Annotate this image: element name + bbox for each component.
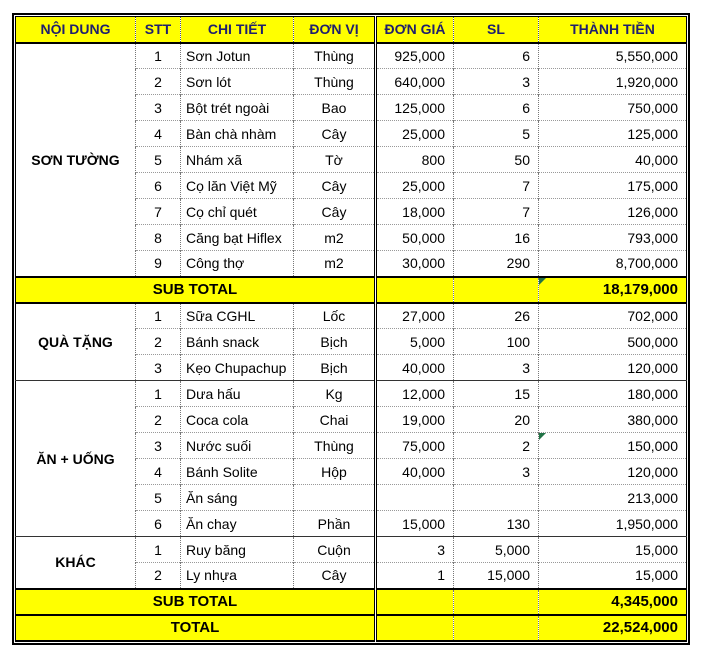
cell-qty[interactable]: 7 (454, 199, 539, 225)
cell-total[interactable]: 500,000 (539, 329, 687, 355)
cell-price[interactable]: 27,000 (376, 303, 454, 329)
table-outer-border (12, 13, 690, 645)
cell-unit[interactable]: Hộp (294, 459, 376, 485)
cell-unit[interactable]: m2 (294, 251, 376, 277)
cell-qty[interactable]: 3 (454, 355, 539, 381)
cell-qty[interactable]: 130 (454, 511, 539, 537)
cell-total[interactable]: 1,920,000 (539, 69, 687, 95)
group-label-cell[interactable]: QUÀ TẶNG (16, 303, 136, 381)
cell-price[interactable]: 1 (376, 563, 454, 589)
group-label-cell[interactable]: KHÁC (16, 537, 136, 589)
cell-price[interactable]: 40,000 (376, 355, 454, 381)
cell-detail[interactable]: Ăn sáng (181, 485, 294, 511)
cell-total[interactable]: 793,000 (539, 225, 687, 251)
cell-detail[interactable]: Sữa CGHL (181, 303, 294, 329)
cell-qty[interactable]: 20 (454, 407, 539, 433)
cell-unit[interactable]: Cây (294, 173, 376, 199)
cell-price[interactable]: 15,000 (376, 511, 454, 537)
cell-stt[interactable]: 3 (136, 95, 181, 121)
cell-detail[interactable]: Bàn chà nhàm (181, 121, 294, 147)
cell-total[interactable]: 15,000 (539, 537, 687, 563)
cell-price[interactable]: 18,000 (376, 199, 454, 225)
empty-cell[interactable] (454, 615, 539, 641)
cell-qty[interactable]: 5,000 (454, 537, 539, 563)
cell-total[interactable]: 120,000 (539, 459, 687, 485)
cell-qty[interactable]: 3 (454, 459, 539, 485)
cell-unit[interactable]: Bịch (294, 329, 376, 355)
cell-unit[interactable]: Bao (294, 95, 376, 121)
cell-total[interactable]: 380,000 (539, 407, 687, 433)
cell-unit[interactable]: Thùng (294, 43, 376, 69)
cell-qty[interactable]: 6 (454, 95, 539, 121)
cell-qty[interactable]: 290 (454, 251, 539, 277)
column-header-sl[interactable]: SL (454, 17, 539, 43)
cell-qty[interactable]: 100 (454, 329, 539, 355)
cell-qty[interactable]: 5 (454, 121, 539, 147)
cell-qty[interactable]: 15,000 (454, 563, 539, 589)
cell-stt[interactable]: 5 (136, 147, 181, 173)
cell-unit[interactable]: Cây (294, 121, 376, 147)
cell-price[interactable]: 25,000 (376, 121, 454, 147)
total-label-cell[interactable]: TOTAL (16, 615, 376, 641)
cell-qty[interactable]: 3 (454, 69, 539, 95)
cell-detail[interactable]: Nhám xã (181, 147, 294, 173)
cell-detail[interactable]: Căng bạt Hiflex (181, 225, 294, 251)
cell-stt[interactable]: 3 (136, 355, 181, 381)
cell-price[interactable]: 12,000 (376, 381, 454, 407)
cell-total[interactable]: 40,000 (539, 147, 687, 173)
cell-total[interactable]: 120,000 (539, 355, 687, 381)
quote-table (15, 16, 687, 642)
cell-detail[interactable]: Bánh snack (181, 329, 294, 355)
cell-stt[interactable]: 1 (136, 43, 181, 69)
cell-detail[interactable]: Coca cola (181, 407, 294, 433)
cell-stt[interactable]: 1 (136, 537, 181, 563)
cell-price[interactable]: 125,000 (376, 95, 454, 121)
table-row (16, 43, 687, 69)
cell-qty[interactable]: 2 (454, 433, 539, 459)
column-header-thanh-tien[interactable]: THÀNH TIỀN (539, 17, 687, 43)
cell-qty[interactable]: 16 (454, 225, 539, 251)
error-indicator-icon (539, 278, 546, 285)
total-row (16, 615, 687, 641)
group-label-cell[interactable]: ĂN + UỐNG (16, 381, 136, 537)
group-label-cell[interactable]: SƠN TƯỜNG (16, 43, 136, 277)
cell-unit[interactable]: Bịch (294, 355, 376, 381)
cell-unit[interactable]: m2 (294, 225, 376, 251)
column-header-chi-tiet[interactable]: CHI TIẾT (181, 17, 294, 43)
cell-detail[interactable]: Ly nhựa (181, 563, 294, 589)
subtotal-row (16, 589, 687, 615)
cell-total[interactable]: 702,000 (539, 303, 687, 329)
total-value-cell[interactable]: 22,524,000 (539, 615, 687, 641)
table-body (16, 43, 687, 641)
cell-stt[interactable]: 9 (136, 251, 181, 277)
cell-unit[interactable]: Phần (294, 511, 376, 537)
cell-unit[interactable]: Lốc (294, 303, 376, 329)
empty-cell[interactable] (376, 615, 454, 641)
cell-qty[interactable] (454, 485, 539, 511)
subtotal-row (16, 277, 687, 303)
cell-detail[interactable]: Bánh Solite (181, 459, 294, 485)
cell-price[interactable] (376, 485, 454, 511)
cell-stt[interactable]: 5 (136, 485, 181, 511)
cell-stt[interactable]: 4 (136, 121, 181, 147)
cell-detail[interactable]: Nước suối (181, 433, 294, 459)
cell-total[interactable]: 126,000 (539, 199, 687, 225)
subtotal-label-cell[interactable]: SUB TOTAL (16, 277, 376, 303)
subtotal-value-cell[interactable]: 18,179,000 (539, 277, 687, 303)
cell-unit[interactable] (294, 485, 376, 511)
cell-price[interactable]: 800 (376, 147, 454, 173)
header-row (16, 17, 687, 43)
cell-detail[interactable]: Sơn Jotun (181, 43, 294, 69)
table-row (16, 303, 687, 329)
cell-detail[interactable]: Công thợ (181, 251, 294, 277)
cell-price[interactable]: 925,000 (376, 43, 454, 69)
table-header (16, 17, 687, 43)
cell-unit[interactable]: Thùng (294, 433, 376, 459)
empty-cell[interactable] (376, 589, 454, 615)
cell-detail[interactable]: Cọ chỉ quét (181, 199, 294, 225)
cell-unit[interactable]: Cây (294, 199, 376, 225)
cell-stt[interactable]: 6 (136, 511, 181, 537)
cell-unit[interactable]: Tờ (294, 147, 376, 173)
cell-unit[interactable]: Cuộn (294, 537, 376, 563)
empty-cell[interactable] (454, 277, 539, 303)
cell-stt[interactable]: 3 (136, 433, 181, 459)
cell-stt[interactable]: 4 (136, 459, 181, 485)
cell-detail[interactable]: Kẹo Chupachup (181, 355, 294, 381)
cell-detail[interactable]: Dưa hấu (181, 381, 294, 407)
cell-price[interactable]: 3 (376, 537, 454, 563)
cell-price[interactable]: 75,000 (376, 433, 454, 459)
cell-total[interactable]: 213,000 (539, 485, 687, 511)
cell-total[interactable]: 8,700,000 (539, 251, 687, 277)
cell-detail[interactable]: Cọ lăn Việt Mỹ (181, 173, 294, 199)
cell-total[interactable]: 125,000 (539, 121, 687, 147)
empty-cell[interactable] (376, 277, 454, 303)
cell-price[interactable]: 25,000 (376, 173, 454, 199)
column-header-noi-dung[interactable]: NỘI DUNG (16, 17, 136, 43)
cell-qty[interactable]: 6 (454, 43, 539, 69)
cell-qty[interactable]: 26 (454, 303, 539, 329)
cell-unit[interactable]: Chai (294, 407, 376, 433)
cell-unit[interactable]: Kg (294, 381, 376, 407)
cell-price[interactable]: 19,000 (376, 407, 454, 433)
cell-total[interactable]: 175,000 (539, 173, 687, 199)
cell-price[interactable]: 640,000 (376, 69, 454, 95)
cell-price[interactable]: 40,000 (376, 459, 454, 485)
cell-stt[interactable]: 1 (136, 381, 181, 407)
cell-unit[interactable]: Cây (294, 563, 376, 589)
cell-total[interactable]: 750,000 (539, 95, 687, 121)
cell-total[interactable]: 1,950,000 (539, 511, 687, 537)
cell-qty[interactable]: 15 (454, 381, 539, 407)
cell-total[interactable]: 15,000 (539, 563, 687, 589)
cell-price[interactable]: 50,000 (376, 225, 454, 251)
cell-detail[interactable]: Sơn lót (181, 69, 294, 95)
cell-detail[interactable]: Bột trét ngoài (181, 95, 294, 121)
cell-stt[interactable]: 7 (136, 199, 181, 225)
cell-qty[interactable]: 7 (454, 173, 539, 199)
cell-stt[interactable]: 8 (136, 225, 181, 251)
column-header-don-vi[interactable]: ĐƠN VỊ (294, 17, 376, 43)
empty-cell[interactable] (454, 589, 539, 615)
cell-unit[interactable]: Thùng (294, 69, 376, 95)
column-header-don-gia[interactable]: ĐƠN GIÁ (376, 17, 454, 43)
cell-detail[interactable]: Ruy băng (181, 537, 294, 563)
cell-stt[interactable]: 1 (136, 303, 181, 329)
cell-price[interactable]: 30,000 (376, 251, 454, 277)
cell-qty[interactable]: 50 (454, 147, 539, 173)
cell-stt[interactable]: 2 (136, 407, 181, 433)
cell-total[interactable]: 180,000 (539, 381, 687, 407)
cell-stt[interactable]: 2 (136, 69, 181, 95)
cell-detail[interactable]: Ăn chay (181, 511, 294, 537)
error-indicator-icon (539, 433, 546, 440)
cell-stt[interactable]: 6 (136, 173, 181, 199)
table-row (16, 537, 687, 563)
subtotal-label-cell[interactable]: SUB TOTAL (16, 589, 376, 615)
cell-stt[interactable]: 2 (136, 329, 181, 355)
subtotal-value-cell[interactable]: 4,345,000 (539, 589, 687, 615)
cell-price[interactable]: 5,000 (376, 329, 454, 355)
cell-total[interactable]: 5,550,000 (539, 43, 687, 69)
column-header-stt[interactable]: STT (136, 17, 181, 43)
cell-stt[interactable]: 2 (136, 563, 181, 589)
table-row (16, 381, 687, 407)
cell-total[interactable]: 150,000 (539, 433, 687, 459)
